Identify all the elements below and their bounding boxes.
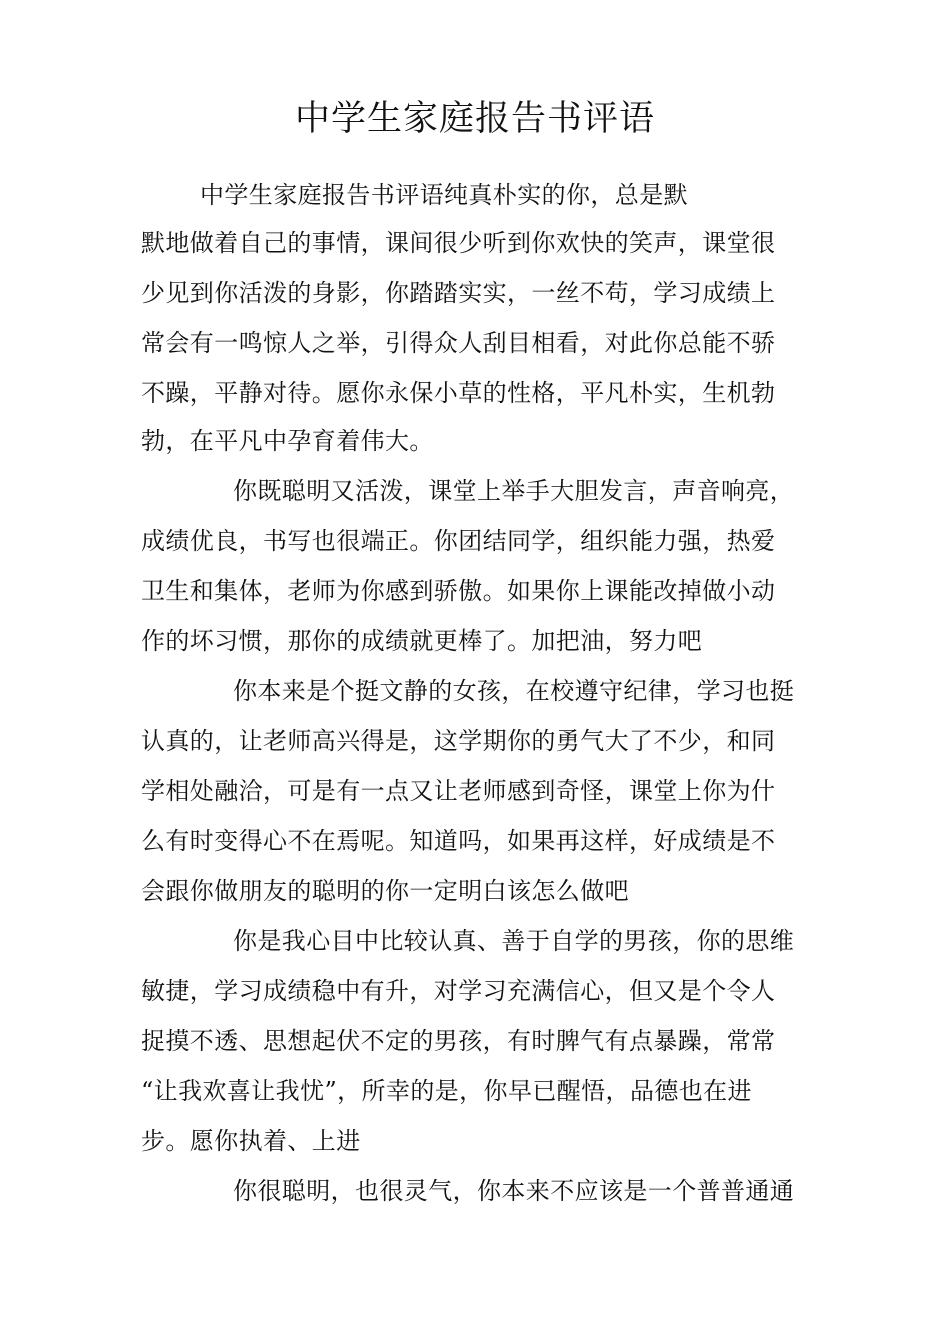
- text-line-14: 么有时变得心不在焉呢。知道吗，如果再这样，好成绩是不: [141, 827, 776, 855]
- text-line-21: 你很聪明，也很灵气，你本来不应该是一个普普通通: [233, 1177, 795, 1205]
- text-line-18: 捉摸不透、思想起伏不定的男孩，有时脾气有点暴躁，常常: [141, 1027, 776, 1055]
- text-line-6: 勃，在平凡中孕育着伟大。: [141, 427, 434, 455]
- text-line-15: 会跟你做朋友的聪明的你一定明白该怎么做吧: [141, 877, 629, 905]
- text-line-16: 你是我心目中比较认真、善于自学的男孩，你的思维: [233, 927, 795, 955]
- text-line-7: 你既聪明又活泼，课堂上举手大胆发言，声音响亮，: [233, 477, 795, 505]
- document-title: 中学生家庭报告书评语: [294, 99, 655, 139]
- text-line-12: 认真的，让老师高兴得是，这学期你的勇气大了不少，和同: [141, 727, 776, 755]
- text-line-19: “让我欢喜让我忧”，所幸的是，你早已醒悟，品德也在进: [141, 1077, 752, 1105]
- text-line-4: 常会有一鸣惊人之举，引得众人刮目相看，对此你总能不骄: [141, 329, 776, 357]
- text-line-5: 不躁，平静对待。愿你永保小草的性格，平凡朴实，生机勃: [141, 379, 776, 407]
- text-line-20: 步。愿你执着、上进: [141, 1127, 361, 1155]
- text-line-1: 中学生家庭报告书评语纯真朴实的你，总是默: [200, 181, 688, 209]
- text-line-3: 少见到你活泼的身影，你踏踏实实，一丝不苟，学习成绩上: [141, 279, 776, 307]
- text-line-9: 卫生和集体，老师为你感到骄傲。如果你上课能改掉做小动: [141, 577, 776, 605]
- text-line-10: 作的坏习惯，那你的成绩就更棒了。加把油，努力吧: [141, 627, 703, 655]
- text-line-2: 默地做着自己的事情，课间很少听到你欢快的笑声，课堂很: [141, 229, 776, 257]
- text-line-8: 成绩优良，书写也很端正。你团结同学，组织能力强，热爱: [141, 527, 776, 555]
- text-line-13: 学相处融洽，可是有一点又让老师感到奇怪，课堂上你为什: [141, 777, 776, 805]
- text-line-11: 你本来是个挺文静的女孩，在校遵守纪律，学习也挺: [233, 677, 795, 705]
- text-line-17: 敏捷，学习成绩稳中有升，对学习充满信心，但又是个令人: [141, 977, 776, 1005]
